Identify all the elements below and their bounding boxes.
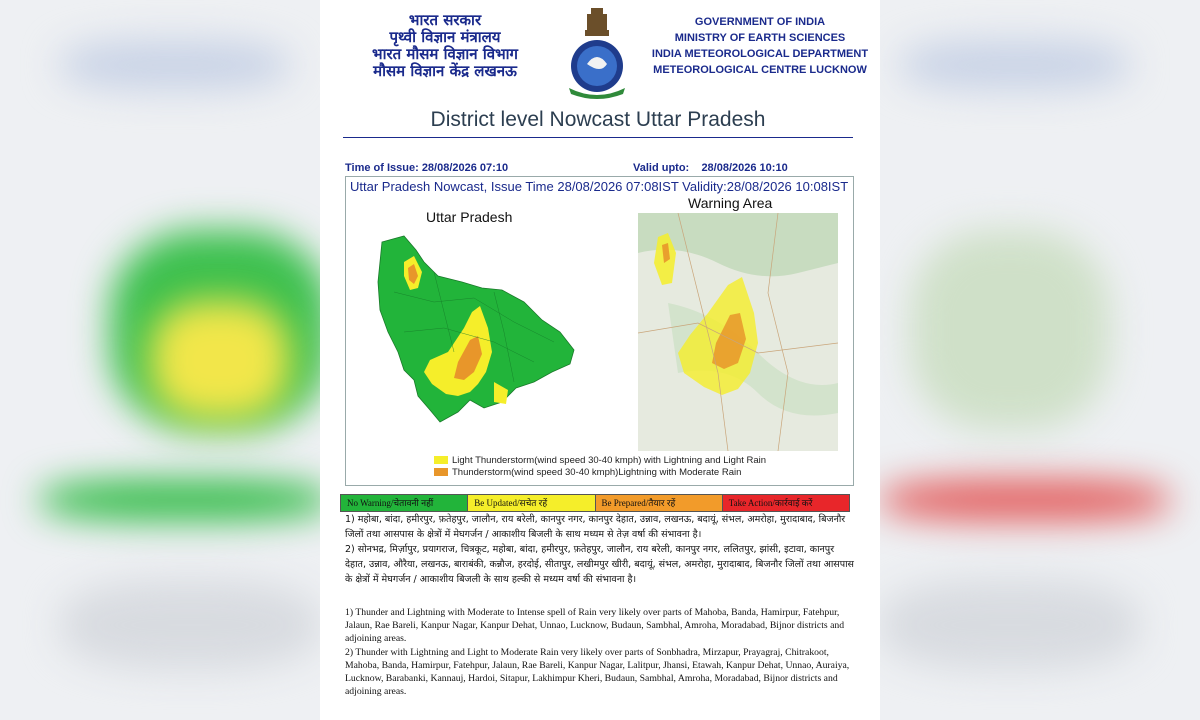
map-heading: Uttar Pradesh Nowcast, Issue Time 28/08/2026 07:08IST Validity:28/08/2026 10:08IST xyxy=(350,179,849,194)
warning-area-label: Warning Area xyxy=(688,195,773,211)
warning-area-map xyxy=(638,213,838,451)
legend-item xyxy=(434,466,766,478)
english-header-line: GOVERNMENT OF INDIA xyxy=(694,16,826,28)
hindi-header-line: पृथ्वी विज्ञान मंत्रालय xyxy=(389,28,501,46)
hindi-header-line: भारत मौसम विज्ञान विभाग xyxy=(372,45,518,63)
hindi-header xyxy=(355,12,535,80)
english-header-line: METEOROLOGICAL CENTRE LUCKNOW xyxy=(653,64,867,76)
blurred-background-right xyxy=(880,0,1200,720)
english-forecast-item: 1) Thunder and Lightning with Moderate to Intense spell of Rain very likely over parts of Mahoba, Banda, Hamirpur, Fatehpur, Jalaun, Rae Bareli, Kanpur Nagar, Kanpur Dehat, Unnao, Lucknow, Budaun, Sambhal, Amroha, Moradabad, Bijnor districts and adjoining areas. xyxy=(345,607,845,645)
hindi-header-line: भारत सरकार xyxy=(408,11,482,29)
english-header-line: INDIA METEOROLOGICAL DEPARTMENT xyxy=(651,48,869,60)
scale-no-warning: No Warning/चेतावनी नहीं xyxy=(341,495,468,511)
time-of-issue: Time of Issue: 28/08/2026 07:10 xyxy=(345,162,509,174)
scale-be-updated: Be Updated/सचेत रहें xyxy=(468,495,595,511)
hindi-forecast-item: 1) महोबा, बांदा, हमीरपुर, फ़तेहपुर, जालौन, राय बरेली, कानपुर नगर, कानपुर देहात, उन्नाव, लखनऊ, बदायूं, संभल, अमरोहा, मुरादाबाद, बिजनौर जिलों तथा आसपास के क्षेत्रों में मेघगर्जन / आकाशीय बिजली के साथ मध्यम से तेज़ वर्षा की संभावना है। xyxy=(345,514,846,540)
uttar-pradesh-label: Uttar Pradesh xyxy=(426,209,513,225)
blurred-background-left xyxy=(0,0,320,720)
imd-emblem-icon xyxy=(565,4,629,100)
uttar-pradesh-district-map xyxy=(374,232,579,427)
title-divider xyxy=(343,137,853,138)
scale-be-prepared: Be Prepared/तैयार रहें xyxy=(596,495,723,511)
english-forecast-text xyxy=(345,606,857,698)
hindi-forecast-item: 2) सोनभद्र, मिर्ज़ापुर, प्रयागराज, चित्रकूट, महोबा, बांदा, हमीरपुर, फ़तेहपुर, जालौन, राय बरेली, कानपुर नगर, ललितपुर, झांसी, इटावा, कानपुर देहात, उन्नाव, औरैया, लखनऊ, बाराबंकी, कन्नौज, हरदोई, सीतापुर, लखीमपुर खीरी, बदायूं, संभल, अमरोहा, मुरादाबाद, बिजनौर जिलों तथा आसपास के क्षेत्रों में मेघगर्जन / आकाशीय बिजली के साथ हल्की से मध्यम वर्षा की संभावना है। xyxy=(345,544,854,585)
legend-text: Light Thunderstorm(wind speed 30-40 kmph) with Lightning and Light Rain xyxy=(452,454,767,466)
legend-item xyxy=(434,454,766,466)
warning-scale-bar xyxy=(340,494,850,512)
english-header-line: MINISTRY OF EARTH SCIENCES xyxy=(674,32,846,44)
scale-take-action: Take Action/कार्रवाई करें xyxy=(723,495,849,511)
hindi-header-line: मौसम विज्ञान केंद्र लखनऊ xyxy=(373,62,517,80)
english-header xyxy=(650,14,870,78)
page-title: District level Nowcast Uttar Pradesh xyxy=(430,108,766,131)
nowcast-map-panel xyxy=(345,176,854,486)
valid-upto: Valid upto: 28/08/2026 10:10 xyxy=(633,162,788,174)
map-legend xyxy=(434,454,766,478)
english-forecast-item: 2) Thunder with Lightning and Light to Moderate Rain very likely over parts of Sonbhadra, Mirzapur, Prayagraj, Chitrakoot, Mahoba, Banda, Hamirpur, Fatehpur, Jalaun, Rae Bareli, Kanpur Nagar, Lalitpur, Jhansi, Etawah, Kanpur Dehat, Unnao, Auraiya, Lucknow, Barabanki, Kannauj, Hardoi, Sitapur, Lakhimpur Kheri, Budaun, Sambhal, Amroha, Moradabad, Bijnor districts and adjoining areas. xyxy=(345,646,850,698)
legend-text: Thunderstorm(wind speed 30-40 kmph)Lightning with Moderate Rain xyxy=(452,466,742,478)
legend-swatch-yellow xyxy=(434,456,448,464)
legend-swatch-orange xyxy=(434,468,448,476)
hindi-forecast-text xyxy=(345,512,857,587)
